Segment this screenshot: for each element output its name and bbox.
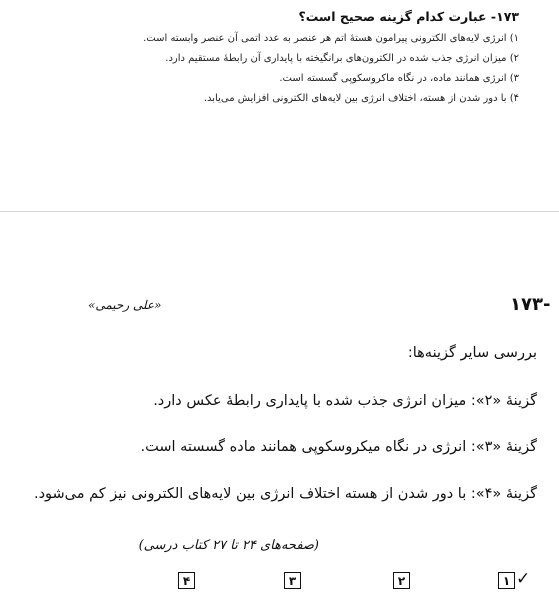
author-name: «علی رحیمی» xyxy=(88,298,162,312)
explanation-option-2: گزینهٔ «۲»: میزان انرژی جذب شده با پایداری رابطهٔ عکس دارد. xyxy=(153,393,537,409)
review-heading: بررسی سایر گزینه‌ها: xyxy=(407,345,537,361)
option-1: ۱) انرژی لایه‌های الکترونی پیرامون هستهٔ اتم هر عنصر به عدد اتمی آن عنصر وابسته است. xyxy=(143,33,519,44)
explanation-option-3: گزینهٔ «۳»: انرژی در نگاه میکروسکوپی همانند ماده گسسته است. xyxy=(140,439,537,455)
option-3: ۳) انرژی همانند ماده، در نگاه ماکروسکوپی گسسته است. xyxy=(279,73,519,84)
option-4: ۴) با دور شدن از هسته، اختلاف انرژی بین لایه‌های الکترونی افزایش می‌یابد. xyxy=(203,93,519,104)
question-title: ۱۷۳- عبارت کدام گزینه صحیح است؟ xyxy=(298,9,519,24)
answer-number: -۱۷۳ xyxy=(510,294,551,315)
option-2: ۲) میزان انرژی جذب شده در الکترون‌های برانگیخته با پایداری آن رابطهٔ مستقیم دارد. xyxy=(165,53,519,64)
choice-box-1[interactable]: ۱ xyxy=(498,572,515,589)
choice-box-3[interactable]: ۳ xyxy=(284,572,301,589)
choice-box-2[interactable]: ۲ xyxy=(393,572,410,589)
question-panel xyxy=(0,0,559,210)
explanation-option-4: گزینهٔ «۴»: با دور شدن از هسته اختلاف انرژی بین لایه‌های الکترونی نیز کم می‌شود. xyxy=(33,486,537,502)
checkmark-icon: ✓ xyxy=(516,569,531,589)
page-divider xyxy=(0,211,559,212)
choice-box-4[interactable]: ۴ xyxy=(178,572,195,589)
book-reference: (صفحه‌های ۲۴ تا ۲۷ کتاب درسی) xyxy=(138,538,319,553)
